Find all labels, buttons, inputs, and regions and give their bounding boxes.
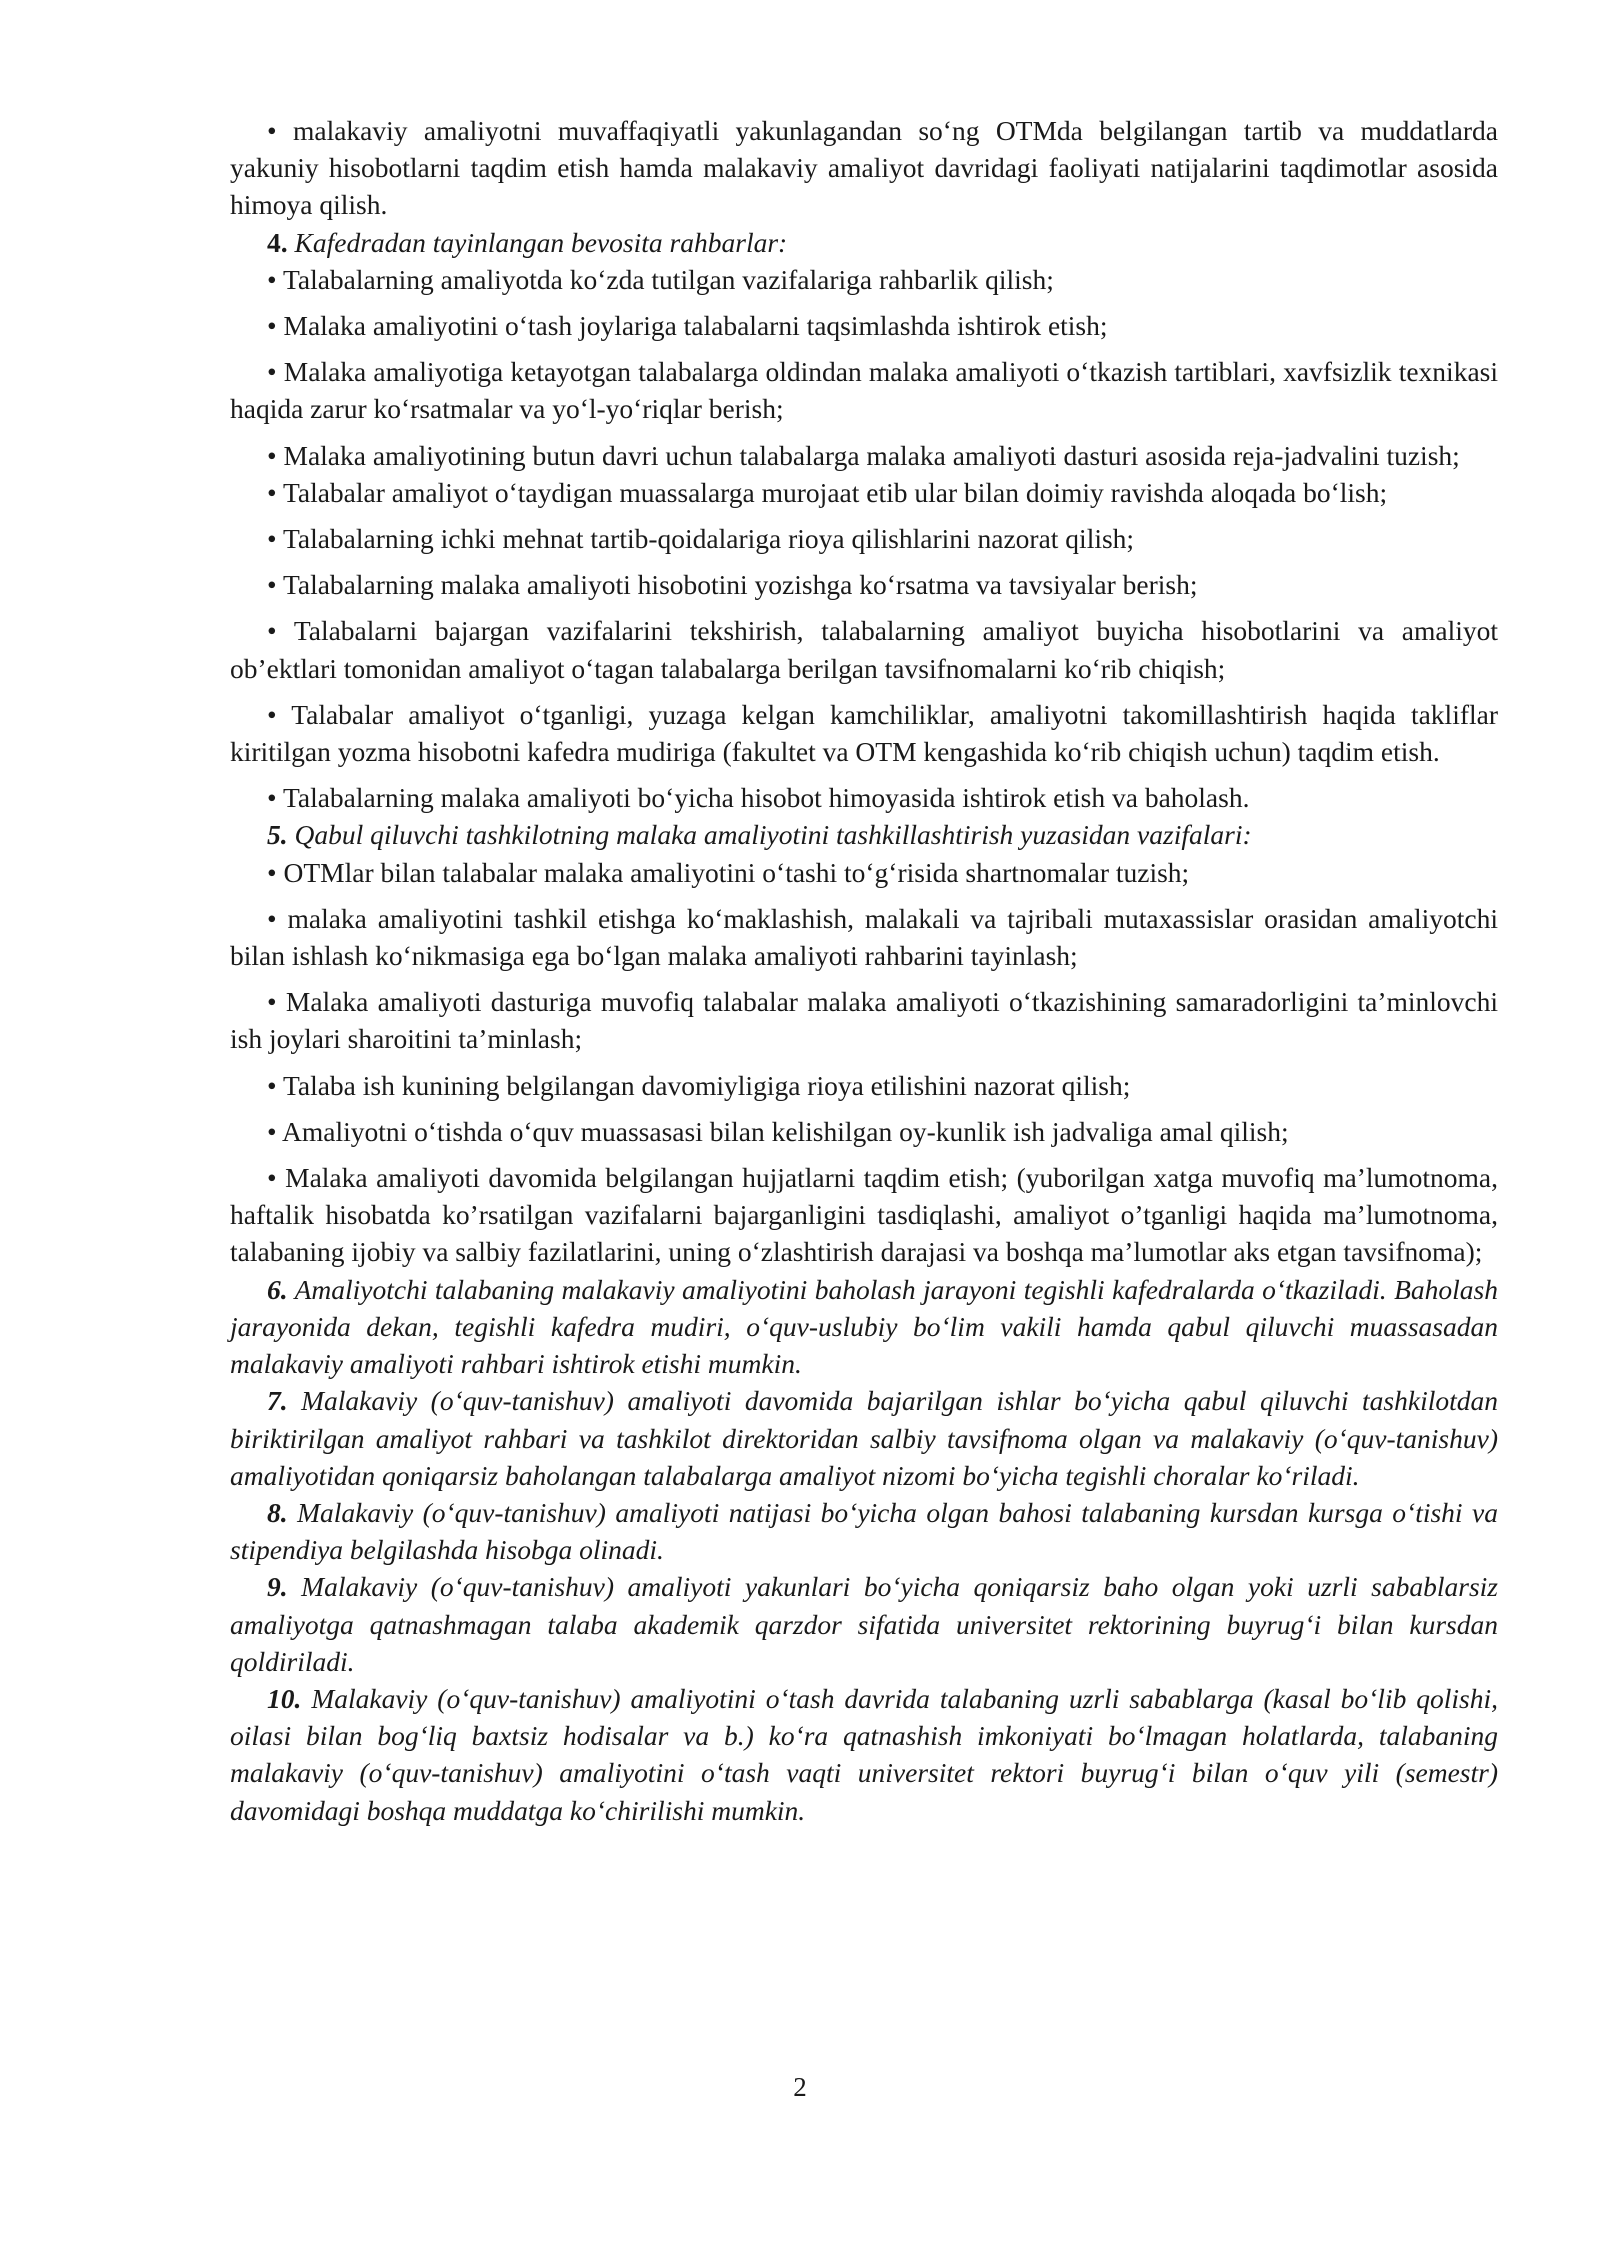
section-5-heading <box>230 816 1498 853</box>
list-item: • Malaka amaliyotining butun davri uchun talabalarga malaka amaliyoti dasturi asosida reja-jadvalini tuzish; <box>267 439 1460 471</box>
paragraph-number: 9. <box>267 1571 288 1603</box>
section-5-number: 5. <box>267 819 288 851</box>
numbered-paragraph-9 <box>230 1568 1498 1680</box>
section-4-heading <box>230 224 1498 261</box>
list-item: • Malaka amaliyotini o‘tash joylariga talabalarni taqsimlashda ishtirok etish; <box>267 310 1108 342</box>
section-5-title: Qabul qiluvchi tashkilotning malaka amaliyotini tashkillashtirish yuzasidan vazifalari: <box>294 819 1252 851</box>
list-item: • Talabalarning malaka amaliyoti hisobotini yozishga ko‘rsatma va tavsiyalar berish; <box>267 569 1198 601</box>
paragraph-text: Amaliyotchi talabaning malakaviy amaliyotini baholash jarayoni tegishli kafedralarda o‘tkaziladi. Baholash jarayonida dekan, tegishli kafedra mudiri, o‘quv-uslubiy bo‘lim vakili hamda qabul qiluvchi muassasadan malakaviy amaliyoti rahbari ishtirok etishi mumkin. <box>230 1273 1498 1380</box>
paragraph-text: Malakaviy (o‘quv-tanishuv) amaliyoti yakunlari bo‘yicha qoniqarsiz baho olgan yoki uzrli sabablarsiz amaliyotga qatnashmagan talaba akademik qarzdor sifatida universitet rektorining buyrug‘i bilan kursdan qoldiriladi. <box>230 1571 1499 1677</box>
list-item: • Amaliyotni o‘tishda o‘quv muassasasi bilan kelishilgan oy-kunlik ish jadvaliga amal qilish; <box>267 1115 1289 1147</box>
list-item: • Talaba ish kunining belgilangan davomiyligiga rioya etilishini nazorat qilish; <box>267 1069 1131 1101</box>
numbered-paragraph-6 <box>230 1271 1498 1383</box>
list-item: • Talabalarni bajargan vazifalarini tekshirish, talabalarning amaliyot buyicha hisobotlarini va amaliyot ob’ektlari tomonidan amaliyot o‘tagan talabalarga berilgan tavsifnomalarni ko‘rib chiqish; <box>230 615 1498 684</box>
numbered-paragraph-10 <box>230 1680 1498 1829</box>
paragraph-number: 8. <box>267 1496 288 1528</box>
list-item: • Talabalar amaliyot o‘tganligi, yuzaga kelgan kamchiliklar, amaliyotni takomillashtirish haqida takliflar kiritilgan yozma hisobotni kafedra mudiriga (fakultet va OTM kengashida ko‘rib chiqish uchun) taqdim etish. <box>230 698 1498 768</box>
list-item: • Talabalarning malaka amaliyoti bo‘yicha hisobot himoyasida ishtirok etish va baholash. <box>267 782 1250 814</box>
list-item: • OTMlar bilan talabalar malaka amaliyotini o‘tashi to‘g‘risida shartnomalar tuzish; <box>267 856 1190 888</box>
paragraph-text: Malakaviy (o‘quv-tanishuv) amaliyoti davomida bajarilgan ishlar bo‘yicha qabul qiluvchi tashkilotdan biriktirilgan amaliyot rahbari va tashkilot direktoridan salbiy tavsifnoma olgan va malakaviy (o‘quv-tanishuv) amaliyotidan qoniqarsiz baholangan talabalarga amaliyot nizomi bo‘yicha tegishli choralar ko‘riladi. <box>230 1385 1498 1491</box>
paragraph-text: Malakaviy (o‘quv-tanishuv) amaliyotini o‘tash davrida talabaning uzrli sabablarga (kasal bo‘lib qolishi, oilasi bilan bog‘liq baxtsiz hodisalar va b.) ko‘ra qatnashish imkoniyati bo‘lmagan holatlarda, talabaning malakaviy (o‘quv-tanishuv) amaliyotini o‘tash vaqti universitet rektori buyrug‘i bilan o‘quv yili (semestr) davomidagi boshqa muddatga ko‘chirilishi mumkin. <box>230 1682 1499 1826</box>
section-4-number: 4. <box>267 226 288 258</box>
list-item: • Talabalar amaliyot o‘taydigan muassalarga murojaat etib ular bilan doimiy ravishda aloqada bo‘lish; <box>267 476 1388 508</box>
list-item: • Malaka amaliyoti dasturiga muvofiq talabalar malaka amaliyoti o‘tkazishining samaradorligini ta’minlovchi ish joylari sharoitini ta’minlash; <box>230 986 1498 1055</box>
page-number: 2 <box>793 2072 807 2102</box>
list-item: • Malaka amaliyotiga ketayotgan talabalarga oldindan malaka amaliyoti o‘tkazish tartiblari, xavfsizlik texnikasi haqida zarur ko‘rsatmalar va yo‘l-yo‘riqlar berish; <box>230 356 1498 425</box>
list-item: • Talabalarning amaliyotda ko‘zda tutilgan vazifalariga rahbarlik qilish; <box>267 263 1054 295</box>
list-item: • Talabalarning ichki mehnat tartib-qoidalariga rioya qilishlarini nazorat qilish; <box>267 523 1135 555</box>
document-body <box>230 112 1498 1829</box>
section-4-title: Kafedradan tayinlangan bevosita rahbarlar: <box>294 226 788 258</box>
paragraph-intro: • malakaviy amaliyotni muvaffaqiyatli yakunlagandan so‘ng OTMda belgilangan tartib va muddatlarda yakuniy hisobotlarni taqdim etish hamda malakaviy amaliyot davridagi faoliyati natijalarini taqdimotlar asosida himoya qilish. <box>230 115 1498 221</box>
paragraph-number: 6. <box>267 1273 288 1305</box>
paragraph-number: 10. <box>267 1682 302 1714</box>
list-item: • malaka amaliyotini tashkil etishga ko‘maklashish, malakali va tajribali mutaxassislar orasidan amaliyotchi bilan ishlash ko‘nikmasiga ega bo‘lgan malaka amaliyoti rahbarini tayinlash; <box>230 902 1498 972</box>
numbered-paragraph-7 <box>230 1382 1498 1494</box>
paragraph-number: 7. <box>267 1385 288 1417</box>
list-item: • Malaka amaliyoti davomida belgilangan hujjatlarni taqdim etish; (yuborilgan xatga muvofiq ma’lumotnoma, haftalik hisobatda ko’rsatilgan vazifalarni bajarganligini tasdiqlashi, amaliyot o’tganligi haqida ma’lumotnoma, talabaning ijobiy va salbiy fazilatlarini, uning o‘zlashtirish darajasi va boshqa ma’lumotlar aks etgan tavsifnoma); <box>230 1162 1498 1268</box>
numbered-paragraph-8 <box>230 1494 1498 1568</box>
paragraph-text: Malakaviy (o‘quv-tanishuv) amaliyoti natijasi bo‘yicha olgan bahosi talabaning kursdan kursga o‘tishi va stipendiya belgilashda hisobga olinadi. <box>230 1496 1498 1566</box>
